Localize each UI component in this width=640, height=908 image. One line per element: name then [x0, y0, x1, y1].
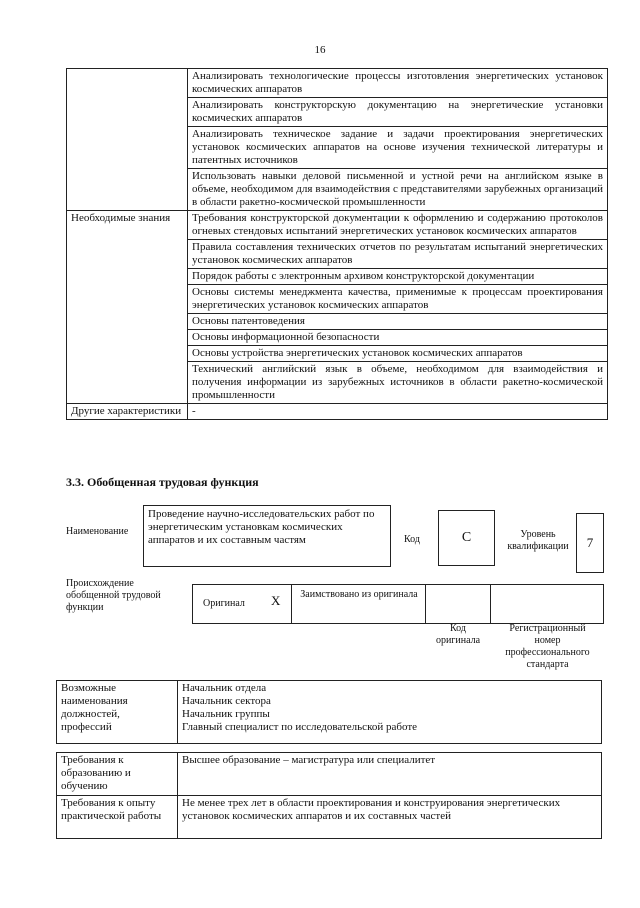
- education-label: Требования к образованию и обучению: [57, 753, 178, 796]
- position-item: Начальник группы: [182, 708, 270, 720]
- skills-label-cell: [67, 69, 188, 211]
- knowledge-label: Необходимые знания: [67, 211, 188, 404]
- table-row: [67, 69, 608, 98]
- knowledge-cell: Требования конструкторской документации к оформлению и содержанию протоколов огневых стендовых испытаний энергетических установок космических аппаратов: [188, 211, 608, 240]
- origin-code-label: Код оригинала: [435, 623, 481, 646]
- education-value: Высшее образование – магистратура или специалитет: [178, 753, 602, 796]
- position-item: Главный специалист по исследовательской работе: [182, 721, 418, 733]
- skill-cell: Анализировать конструкторскую документацию на энергетические установки космических аппаратов: [188, 98, 608, 127]
- knowledge-cell: Основы патентоведения: [188, 314, 608, 330]
- table-row: [67, 211, 608, 240]
- origin-table: [192, 584, 604, 624]
- level-label: Уровень квалификации: [507, 529, 569, 552]
- position-item: Начальник сектора: [182, 695, 271, 707]
- knowledge-cell: Основы информационной безопасности: [188, 330, 608, 346]
- positions-label: Возможные наименования должностей, профессий: [57, 681, 178, 744]
- table-row: [57, 681, 602, 744]
- code-value: C: [438, 510, 495, 566]
- skill-cell: Анализировать технологические процессы изготовления энергетических установок космических аппаратов: [188, 69, 608, 98]
- name-value: Проведение научно-исследовательских работ по энергетическим установкам космических аппаратов и их составным частям: [143, 505, 391, 567]
- level-value: 7: [576, 513, 604, 573]
- requirements-table: [56, 752, 602, 839]
- skill-cell: Использовать навыки деловой письменной и устной речи на английском языке в объеме, необходимом для взаимодействия с представителями зарубежных организаций в области ракетно-космической промышленности: [188, 169, 608, 211]
- positions-cell: [178, 681, 602, 744]
- knowledge-cell: Порядок работы с электронным архивом конструкторской документации: [188, 269, 608, 285]
- positions-table: [56, 680, 602, 744]
- knowledge-cell: Основы системы менеджмента качества, применимые к процессам проектирования энергетических установок космических аппаратов: [188, 285, 608, 314]
- original-mark: X: [271, 593, 281, 608]
- skills-knowledge-table: [66, 68, 608, 420]
- experience-label: Требования к опыту практической работы: [57, 796, 178, 839]
- name-label: Наименование: [66, 526, 129, 537]
- table-row: [57, 796, 602, 839]
- table-row: [67, 404, 608, 420]
- section-title: 3.3. Обобщенная трудовая функция: [66, 475, 259, 489]
- other-value: -: [188, 404, 608, 420]
- knowledge-cell: Правила составления технических отчетов по результатам испытаний энергетических установок космических аппаратов: [188, 240, 608, 269]
- divider: [291, 585, 292, 623]
- code-label: Код: [404, 534, 420, 545]
- original-label: Оригинал: [203, 598, 245, 609]
- knowledge-cell: Основы устройства энергетических установок космических аппаратов: [188, 346, 608, 362]
- borrowed-label: Заимствовано из оригинала: [300, 589, 418, 600]
- reg-number-label: Регистрационный номер профессионального стандарта: [505, 623, 590, 670]
- knowledge-cell: Технический английский язык в объеме, необходимом для взаимодействия и получения информации из зарубежных источников в области ракетно-космической промышленности: [188, 362, 608, 404]
- origin-label: Происхождение обобщенной трудовой функции: [66, 578, 161, 613]
- divider: [425, 585, 426, 623]
- position-item: Начальник отдела: [182, 682, 267, 694]
- page-number: 16: [314, 44, 326, 56]
- experience-value: Не менее трех лет в области проектирования и конструирования энергетических установок космических аппаратов и их составных частей: [178, 796, 602, 839]
- table-row: [57, 753, 602, 796]
- skill-cell: Анализировать техническое задание и задачи проектирования энергетических установок космических аппаратов на основе изучения технической литературы и патентных источников: [188, 127, 608, 169]
- divider: [490, 585, 491, 623]
- other-label: Другие характеристики: [67, 404, 188, 420]
